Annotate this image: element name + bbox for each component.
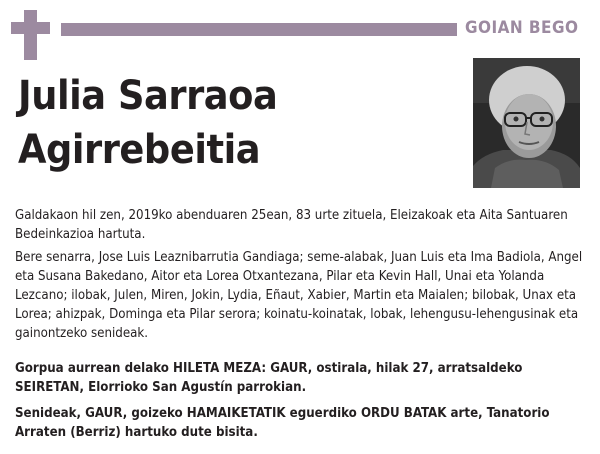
deceased-name bbox=[18, 69, 300, 177]
visitation-paragraph bbox=[15, 404, 585, 442]
funeral-text: Gorpua aurrean delako HILETA MEZA: GAUR, ostirala, hilak 27, arratsaldeko SEIRETAN, Elorrioko San Agustín parrokian. bbox=[15, 361, 523, 395]
death-notice-text: Galdakaon hil zen, 2019ko abenduaren 25ean, 83 urte zituela, Eleizakoak eta Aita Santuaren Bedeinkazioa hartuta. bbox=[15, 208, 568, 242]
name-line-1: Julia Sarraoa bbox=[18, 73, 278, 119]
header-rule bbox=[61, 23, 457, 36]
death-notice-paragraph bbox=[15, 206, 585, 244]
name-line-2: Agirrebeitia bbox=[18, 127, 261, 173]
header-label: GOIAN BEGO bbox=[465, 18, 579, 38]
visitation-text: Senideak, GAUR, goizeko HAMAIKETATIK eguerdiko ORDU BATAK arte, Tanatorio Arraten (Berriz) hartuko dute bisita. bbox=[15, 406, 550, 440]
funeral-paragraph bbox=[15, 359, 585, 397]
portrait-photo bbox=[473, 58, 580, 188]
relatives-text: Bere senarra, Jose Luis Leaznibarrutia Gandiaga; seme-alabak, Juan Luis eta Ima Badiola, Angel eta Susana Bakedano, Aitor eta Lorea Otxantezana, Pilar eta Kevin Hall, Unai eta Yolanda Lezcano; ilobak, Julen, Miren, Jokin, Lydia, Eñaut, Xabier, Martin eta Maialen; bilobak, Unax eta Lorea; ahizpak, Dominga eta Pilar serora; koinatu-koinatak, lobak, lehengusu-lehengusinak eta gainontzeko senideak. bbox=[15, 250, 583, 341]
relatives-paragraph bbox=[15, 248, 585, 343]
